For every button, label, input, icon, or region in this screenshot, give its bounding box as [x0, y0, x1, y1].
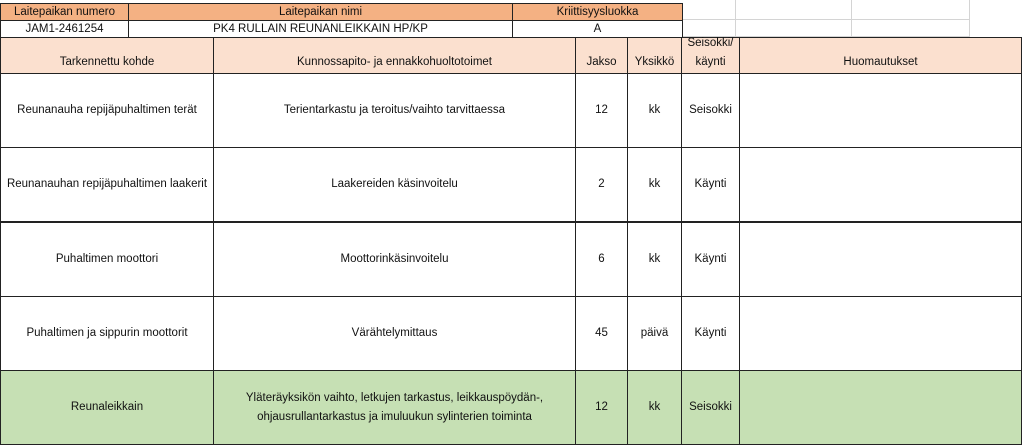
empty-cell[interactable] [852, 0, 970, 20]
header-equipment-number[interactable]: Laitepaikan numero [0, 3, 129, 21]
cell-unit[interactable]: kk [627, 222, 682, 297]
equipment-name[interactable]: PK4 RULLAIN REUNANLEIKKAIN HP/KP [128, 20, 513, 38]
cell-target[interactable]: Reunaleikkain [0, 370, 214, 445]
cell-unit[interactable]: kk [627, 370, 682, 445]
cell-mode[interactable]: Käynti [681, 296, 740, 371]
empty-cell[interactable] [736, 0, 852, 20]
cell-action[interactable]: Moottorinkäsinvoitelu [213, 222, 576, 297]
cell-action[interactable]: Yläteräyksikön vaihto, letkujen tarkastus, leikkauspöydän-, ohjausrullantarkastus ja imuluukun sylinterien toiminta [213, 370, 576, 445]
column-header-action[interactable]: Kunnossapito- ja ennakkohuoltotoimet [213, 37, 576, 74]
empty-cell[interactable] [852, 20, 970, 37]
cell-target[interactable]: Reunanauhan repijäpuhaltimen laakerit [0, 147, 214, 222]
cell-unit[interactable]: kk [627, 73, 682, 148]
cell-target[interactable]: Puhaltimen moottori [0, 222, 214, 297]
cell-unit[interactable]: päivä [627, 296, 682, 371]
column-header-notes[interactable]: Huomautukset [739, 37, 1022, 74]
cell-notes[interactable] [739, 296, 1022, 371]
cell-period[interactable]: 12 [575, 370, 628, 445]
header-criticality[interactable]: Kriittisyysluokka [512, 3, 683, 21]
cell-action[interactable]: Laakereiden käsinvoitelu [213, 147, 576, 222]
cell-notes[interactable] [739, 370, 1022, 445]
cell-unit[interactable]: kk [627, 147, 682, 222]
cell-action[interactable]: Värähtelymittaus [213, 296, 576, 371]
cell-mode[interactable]: Käynti [681, 147, 740, 222]
empty-cell[interactable] [736, 20, 852, 37]
cell-period[interactable]: 12 [575, 73, 628, 148]
equipment-number[interactable]: JAM1-2461254 [0, 20, 129, 38]
cell-mode[interactable]: Käynti [681, 222, 740, 297]
empty-cell[interactable] [682, 0, 736, 20]
cell-target[interactable]: Reunanauha repijäpuhaltimen terät [0, 73, 214, 148]
cell-target[interactable]: Puhaltimen ja sippurin moottorit [0, 296, 214, 371]
cell-period[interactable]: 2 [575, 147, 628, 222]
cell-notes[interactable] [739, 147, 1022, 222]
cell-action[interactable]: Terientarkastu ja teroitus/vaihto tarvittaessa [213, 73, 576, 148]
column-header-period[interactable]: Jakso [575, 37, 628, 74]
cell-notes[interactable] [739, 222, 1022, 297]
criticality[interactable]: A [512, 20, 683, 38]
cell-period[interactable]: 45 [575, 296, 628, 371]
cell-mode[interactable]: Seisokki [681, 370, 740, 445]
column-header-mode[interactable]: Seisokki/ käynti [681, 37, 740, 74]
cell-notes[interactable] [739, 73, 1022, 148]
column-header-target[interactable]: Tarkennettu kohde [0, 37, 214, 74]
header-equipment-name[interactable]: Laitepaikan nimi [128, 3, 513, 21]
cell-mode[interactable]: Seisokki [681, 73, 740, 148]
cell-period[interactable]: 6 [575, 222, 628, 297]
column-header-unit[interactable]: Yksikkö [627, 37, 682, 74]
